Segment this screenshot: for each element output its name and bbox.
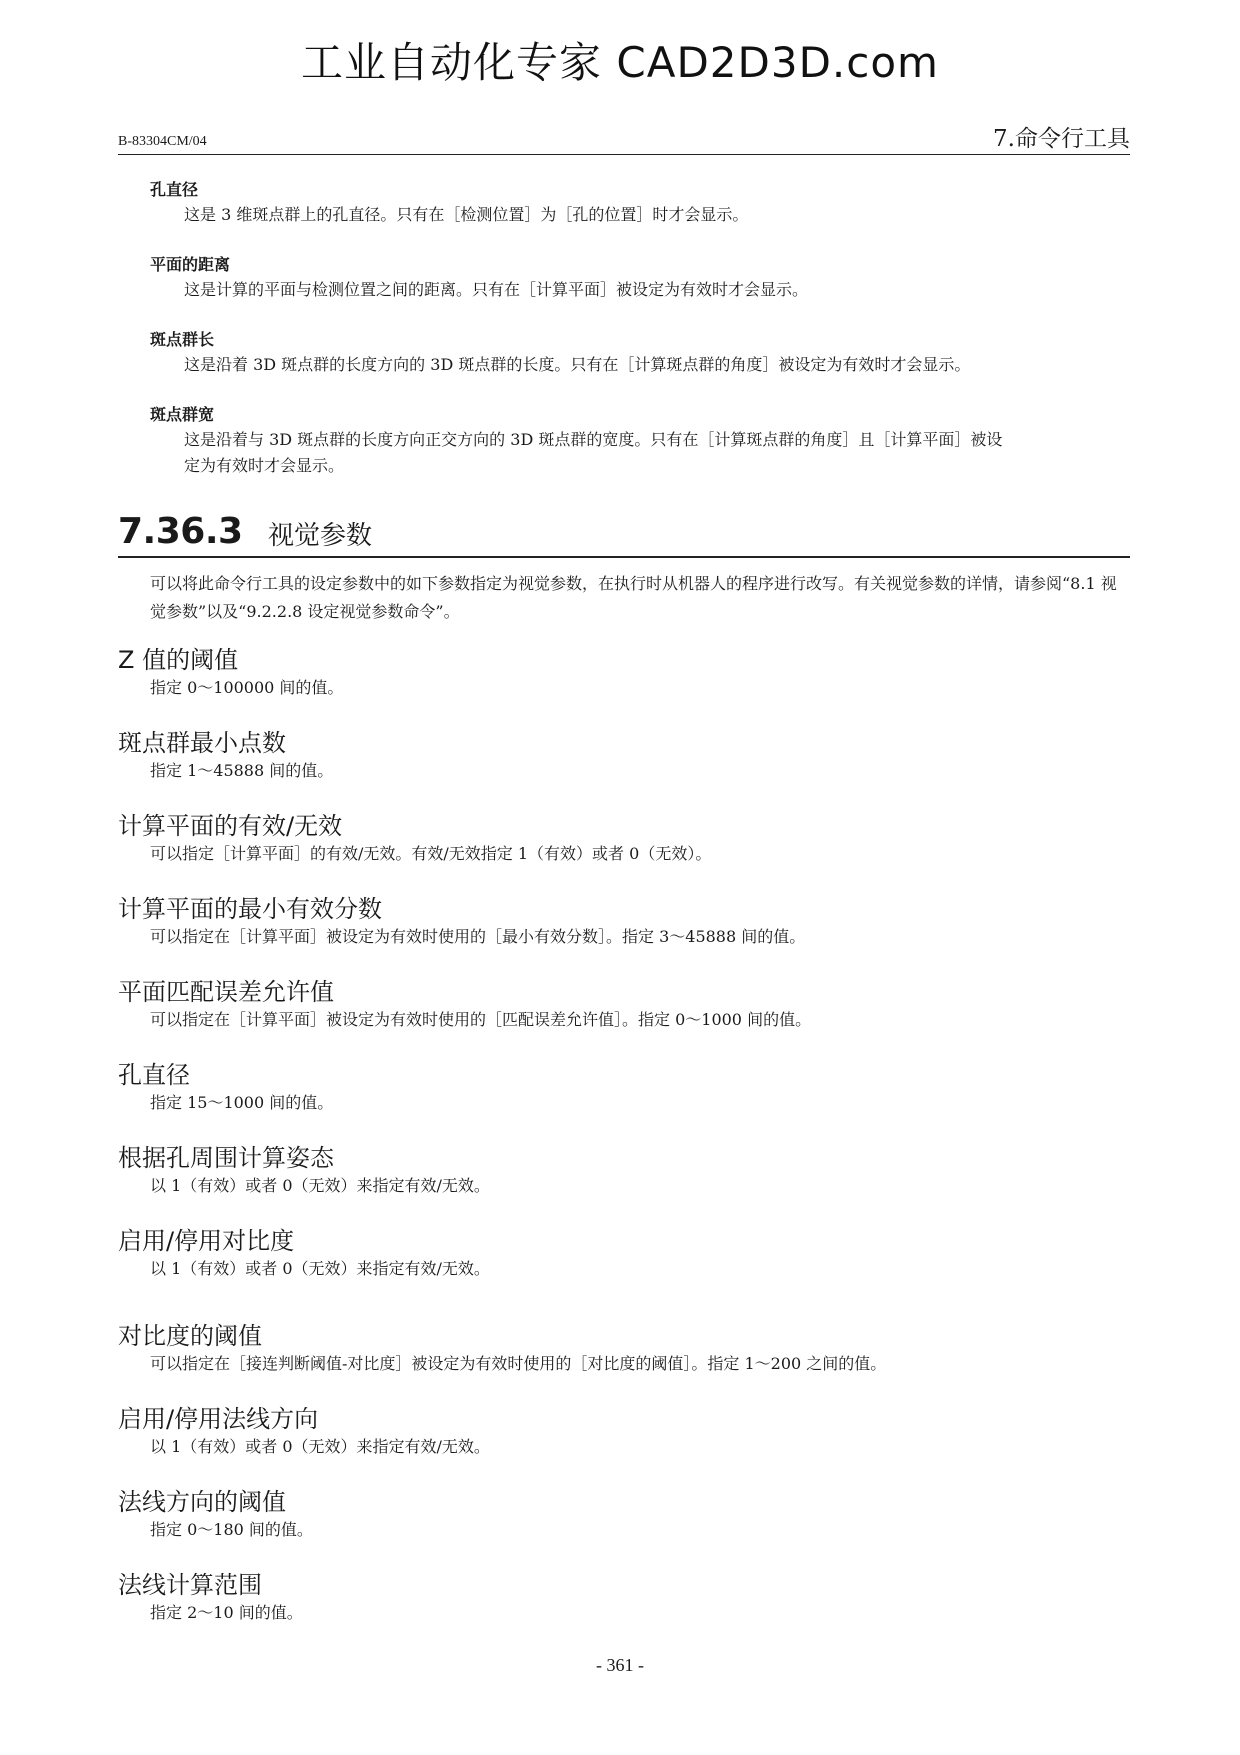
parameter-text: 以 1（有效）或者 0（无效）来指定有效/无效。 <box>150 1259 490 1278</box>
description-text-continued: 定为有效时才会显示。 <box>184 456 345 475</box>
parameter-text: 以 1（有效）或者 0（无效）来指定有效/无效。 <box>150 1176 490 1195</box>
parameter-title: 启用/停用法线方向 <box>118 1405 319 1433</box>
parameter-item <box>118 728 1130 782</box>
description-item <box>150 255 1130 303</box>
section-title: 视觉参数 <box>268 521 373 551</box>
parameter-item <box>118 1226 1130 1280</box>
description-item <box>150 330 1130 378</box>
parameter-title: 根据孔周围计算姿态 <box>118 1144 334 1172</box>
parameter-text: 指定 2～10 间的值。 <box>150 1603 303 1622</box>
parameter-item <box>118 645 1130 699</box>
parameter-title: 法线方向的阈值 <box>118 1488 286 1516</box>
parameter-text: 可以指定在［计算平面］被设定为有效时使用的［最小有效分数］。指定 3～45888 间的值。 <box>150 927 806 946</box>
parameter-title: 平面匹配误差允许值 <box>118 978 334 1006</box>
description-term: 平面的距离 <box>150 255 231 274</box>
parameter-item <box>118 1404 1130 1458</box>
section-heading <box>118 510 1130 558</box>
parameter-text: 指定 0～100000 间的值。 <box>150 678 344 697</box>
description-text: 这是沿着 3D 斑点群的长度方向的 3D 斑点群的长度。只有在［计算斑点群的角度］被设定为有效时才会显示。 <box>184 355 971 374</box>
parameter-title: 孔直径 <box>118 1061 190 1089</box>
description-term: 斑点群长 <box>150 330 215 349</box>
section-intro: 可以将此命令行工具的设定参数中的如下参数指定为视觉参数，在执行时从机器人的程序进行改写。有关视觉参数的详情，请参阅“8.1 视觉参数”以及“9.2.2.8 设定视觉参数命令”。 <box>150 574 1117 621</box>
parameter-text: 可以指定在［计算平面］被设定为有效时使用的［匹配误差允许值］。指定 0～1000 间的值。 <box>150 1010 812 1029</box>
parameter-title: Z 值的阈值 <box>118 646 239 674</box>
parameter-item <box>118 977 1130 1031</box>
chapter-title: 7.命令行工具 <box>993 126 1130 152</box>
description-term: 斑点群宽 <box>150 405 215 424</box>
parameter-title: 法线计算范围 <box>118 1571 262 1599</box>
parameter-text: 指定 0～180 间的值。 <box>150 1520 313 1539</box>
parameter-text: 指定 15～1000 间的值。 <box>150 1093 334 1112</box>
parameter-item <box>118 1321 1130 1375</box>
parameter-text: 可以指定［计算平面］的有效/无效。有效/无效指定 1（有效）或者 0（无效）。 <box>150 844 712 863</box>
parameter-text: 可以指定在［接连判断阈值-对比度］被设定为有效时使用的［对比度的阈值］。指定 1～200 之间的值。 <box>150 1354 887 1373</box>
description-term: 孔直径 <box>150 180 199 199</box>
parameter-item <box>118 1143 1130 1197</box>
parameter-title: 斑点群最小点数 <box>118 729 286 757</box>
parameter-item <box>118 1060 1130 1114</box>
parameter-title: 计算平面的最小有效分数 <box>118 895 382 923</box>
parameter-item <box>118 1487 1130 1541</box>
watermark-title: 工业自动化专家 CAD2D3D.com <box>301 38 939 87</box>
description-text: 这是 3 维斑点群上的孔直径。只有在［检测位置］为［孔的位置］时才会显示。 <box>184 205 749 224</box>
parameter-item <box>118 1570 1130 1624</box>
description-item <box>150 180 1130 228</box>
parameter-title: 启用/停用对比度 <box>118 1227 295 1255</box>
parameter-item <box>118 811 1130 865</box>
section-number: 7.36.3 <box>118 511 243 552</box>
parameter-text: 指定 1～45888 间的值。 <box>150 761 334 780</box>
parameter-title: 计算平面的有效/无效 <box>118 812 343 840</box>
parameter-item <box>118 894 1130 948</box>
page-header <box>118 124 1130 155</box>
parameter-text: 以 1（有效）或者 0（无效）来指定有效/无效。 <box>150 1437 490 1456</box>
description-text: 这是计算的平面与检测位置之间的距离。只有在［计算平面］被设定为有效时才会显示。 <box>184 280 809 299</box>
page-number: - 361 - <box>596 1655 644 1675</box>
document-id: B-83304CM/04 <box>118 134 207 149</box>
parameter-title: 对比度的阈值 <box>118 1322 262 1350</box>
description-text: 这是沿着与 3D 斑点群的长度方向正交方向的 3D 斑点群的宽度。只有在［计算斑点群的角度］且［计算平面］被设 <box>184 430 1003 449</box>
description-item <box>150 405 1130 479</box>
